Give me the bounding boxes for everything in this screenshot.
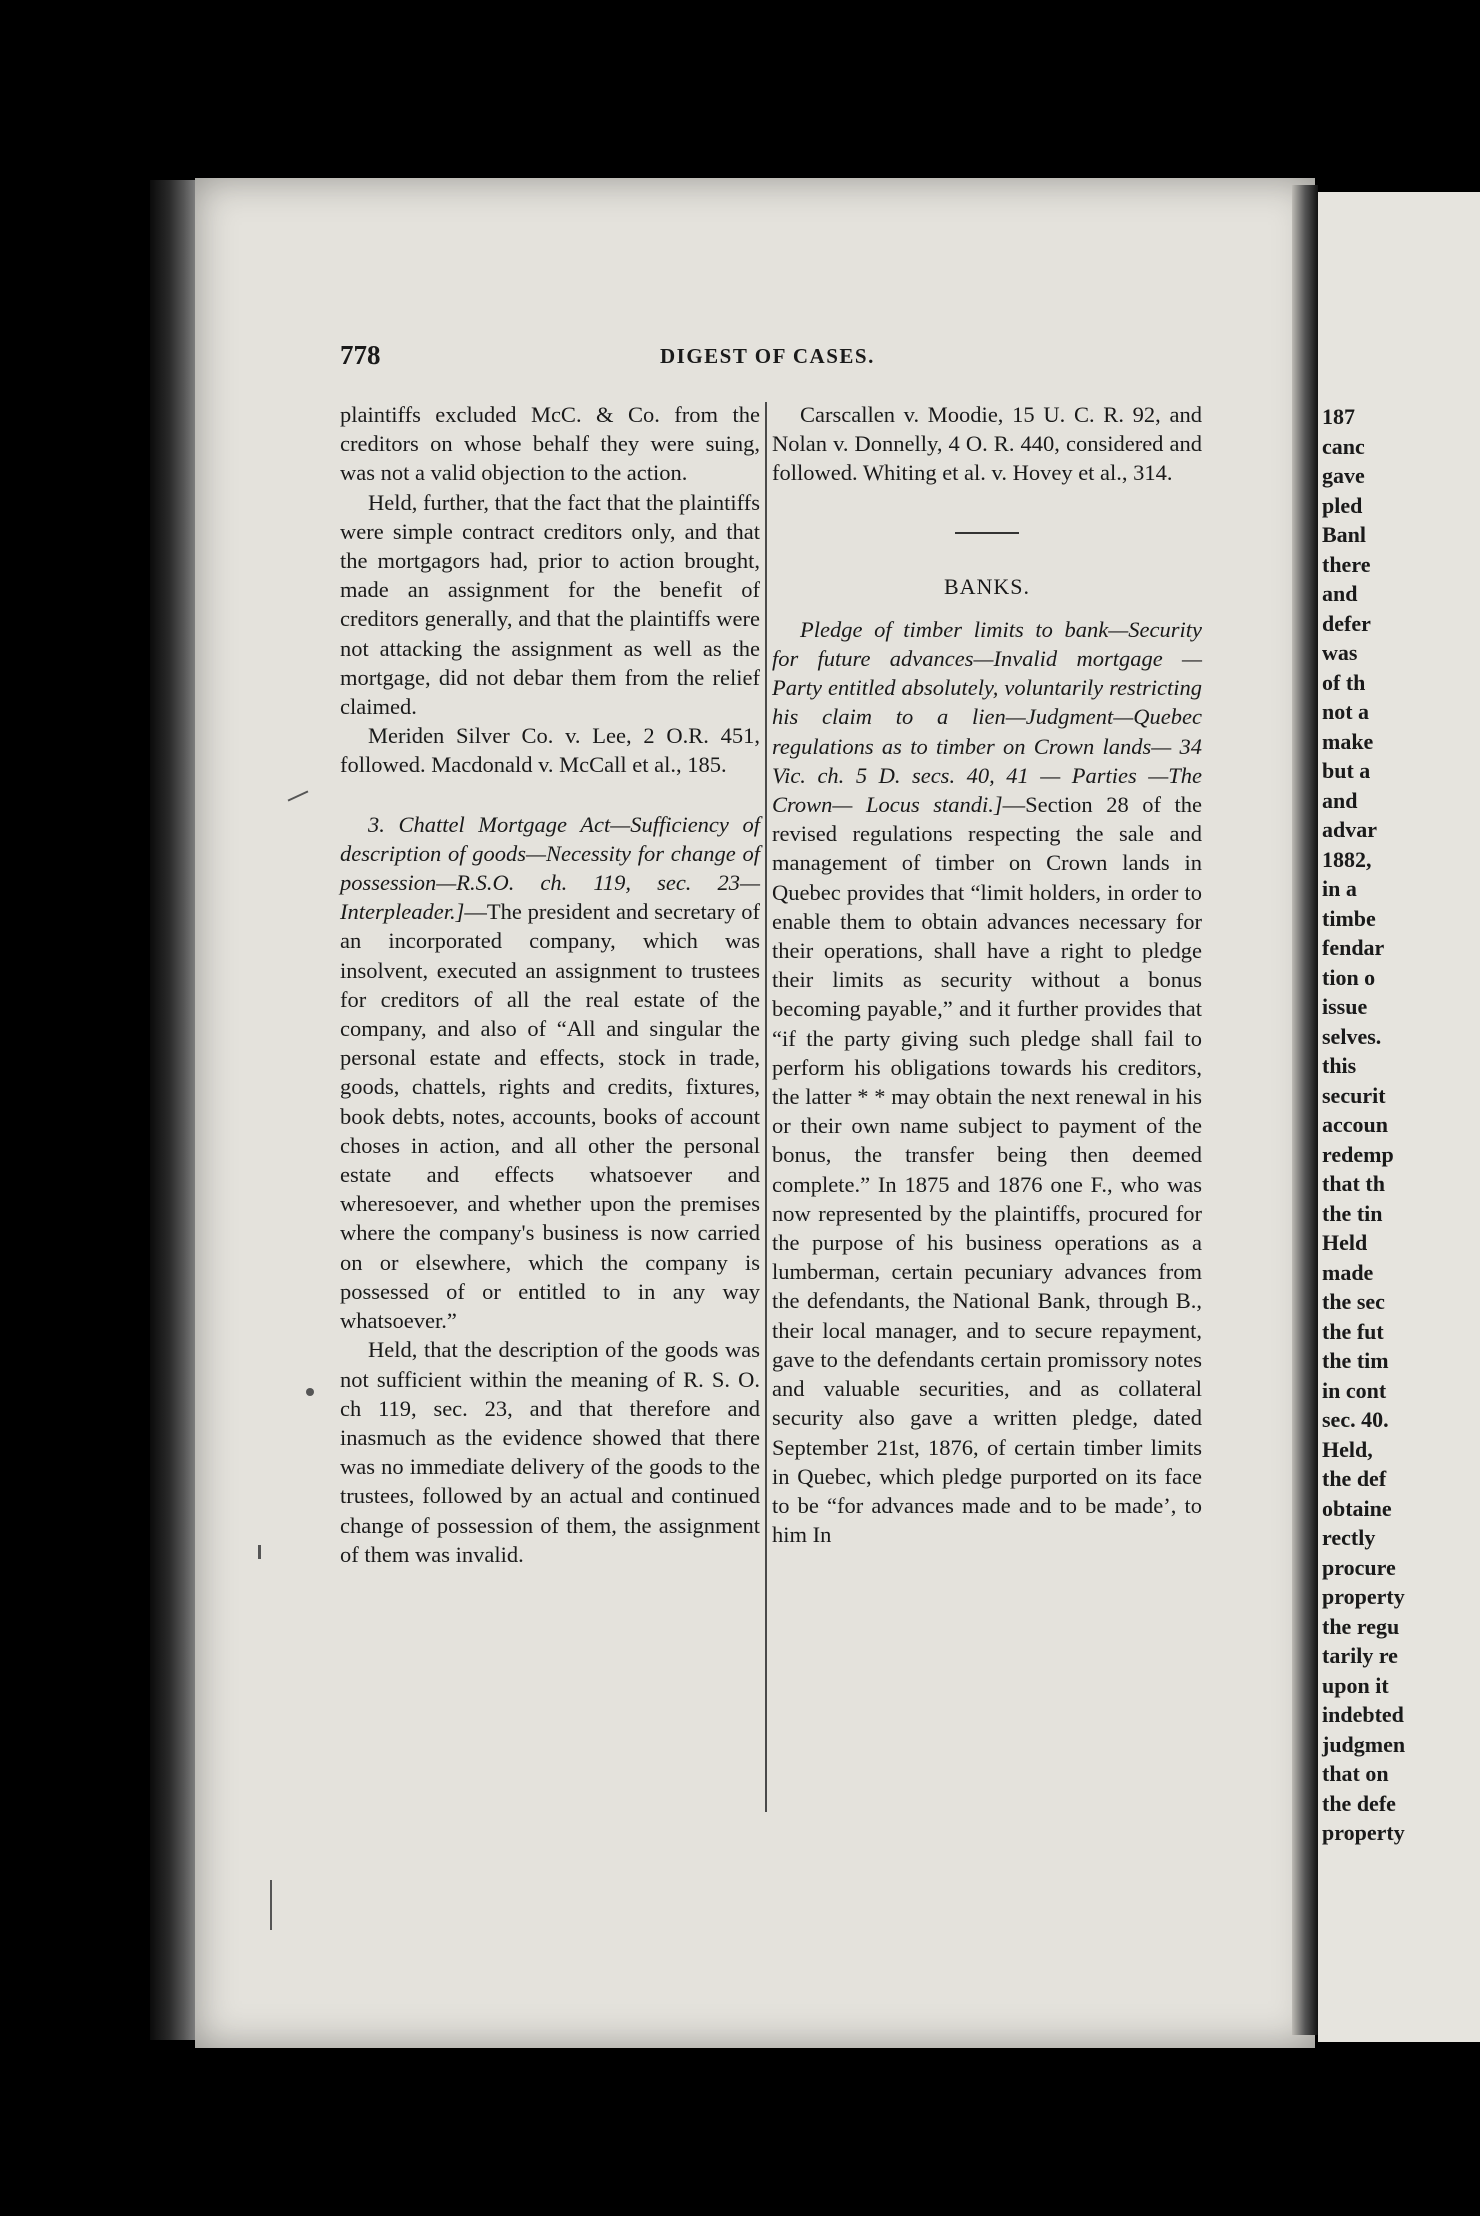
- adjacent-page-line: that on: [1322, 1761, 1389, 1786]
- adjacent-page-line: rectly: [1322, 1525, 1376, 1550]
- adjacent-page-line: Banl: [1322, 522, 1367, 547]
- running-head: DIGEST OF CASES.: [660, 344, 875, 368]
- adjacent-page-line: gave: [1322, 463, 1365, 488]
- margin-mark: [270, 1880, 272, 1930]
- adjacent-page-line: procure: [1322, 1554, 1396, 1580]
- adjacent-page-line: canc: [1322, 433, 1365, 459]
- adjacent-page-line: of th: [1322, 669, 1366, 695]
- adjacent-page-line: the defe: [1322, 1790, 1396, 1816]
- adjacent-page-line: indebted: [1322, 1702, 1404, 1727]
- adjacent-page-line: the tin: [1322, 1200, 1383, 1226]
- adjacent-page-line: the fut: [1322, 1318, 1384, 1344]
- adjacent-page-line: in cont: [1322, 1377, 1387, 1403]
- adjacent-page-line: redemp: [1322, 1141, 1394, 1167]
- column-divider: [765, 402, 767, 1812]
- book-spine: [150, 180, 198, 2040]
- adjacent-page-line: selves.: [1322, 1023, 1382, 1049]
- adjacent-page-line: timbe: [1322, 905, 1376, 931]
- adjacent-page-line: Held,: [1322, 1436, 1373, 1462]
- adjacent-page-line: in a: [1322, 876, 1357, 901]
- adjacent-page-line: not a: [1322, 699, 1370, 724]
- adjacent-page-line: 187: [1322, 404, 1355, 429]
- page-number: 778: [340, 340, 381, 370]
- margin-mark: [258, 1545, 261, 1559]
- adjacent-page-line: make: [1322, 728, 1374, 754]
- adjacent-page-line: this: [1322, 1053, 1357, 1078]
- section-rule: [955, 532, 1019, 534]
- adjacent-page-line: that th: [1322, 1171, 1385, 1196]
- continuation-paragraph: plaintiffs excluded McC. & Co. from the creditors on whose behalf they were suing, was not a valid objection to the action.: [340, 402, 760, 486]
- adjacent-page-line: tarily re: [1322, 1643, 1398, 1668]
- banks-paragraph: [772, 615, 1202, 1550]
- adjacent-page-line: advar: [1322, 817, 1377, 842]
- adjacent-page-line: fendar: [1322, 935, 1385, 960]
- adjacent-page-line: was: [1322, 640, 1358, 665]
- citation-paragraph: Meriden Silver Co. v. Lee, 2 O.R. 451, followed. Macdonald v. McCall et al., 185.: [340, 723, 760, 778]
- held-further-paragraph: Held, further, that the fact that the plaintiffs were simple contract creditors only, and that the mortgagors had, prior to action brought, made an assignment for the benefit of creditors generally, and that the plaintiffs were not attacking the assignment as well as the mortgage, did not debar them from the relief claimed.: [340, 489, 760, 720]
- adjacent-page-line: pled: [1322, 492, 1363, 518]
- adjacent-page-line: property: [1322, 1820, 1405, 1845]
- right-column: [772, 400, 1202, 1549]
- adjacent-page: [1318, 192, 1480, 2042]
- adjacent-page-line: Held: [1322, 1230, 1368, 1255]
- adjacent-page-line: 1882,: [1322, 846, 1372, 872]
- banks-headnote: Pledge of timber limits to bank—Security for future advances—Invalid mortgage — Party entitled absolutely, voluntarily restricting his claim to a lien—Judgment—Quebec regulations as to timber on Crown lands— 34 Vic. ch. 5 D. secs. 40, 41 — Parties —The Crown— Locus standi.]: [772, 616, 1202, 818]
- case-3-held-paragraph: Held, that the description of the goods was not sufficient within the meaning of R. S. O. ch 119, sec. 23, and that therefore and inasmuch as the evidence showed that there was no immediate delivery of the goods to the trustees, followed by an actual and continued change of possession of them, the assignment of them was invalid.: [340, 1337, 760, 1567]
- adjacent-page-line: judgmen: [1322, 1731, 1406, 1757]
- adjacent-page-line: the regu: [1322, 1613, 1400, 1639]
- adjacent-page-line: defer: [1322, 610, 1371, 636]
- margin-mark: [306, 1388, 314, 1396]
- adjacent-page-line: obtaine: [1322, 1495, 1392, 1521]
- adjacent-page-line: securit: [1322, 1082, 1386, 1108]
- adjacent-page-line: there: [1322, 551, 1371, 577]
- left-column: [340, 400, 760, 1569]
- adjacent-page-line: accoun: [1322, 1112, 1388, 1137]
- adjacent-page-line: sec. 40.: [1322, 1407, 1389, 1432]
- adjacent-page-line: made: [1322, 1259, 1374, 1285]
- section-heading: BANKS.: [943, 573, 1031, 599]
- case-3-paragraph: [340, 810, 760, 1336]
- adjacent-page-text: [1322, 402, 1480, 1848]
- adjacent-page-line: tion o: [1322, 964, 1376, 990]
- page-header: [340, 340, 1220, 376]
- adjacent-page-line: the sec: [1322, 1289, 1385, 1314]
- citation-paragraph: Carscallen v. Moodie, 15 U. C. R. 92, and Nolan v. Donnelly, 4 O. R. 440, considered and followed. Whiting et al. v. Hovey et al., 314.: [772, 402, 1202, 486]
- case-3-headnote: 3. Chattel Mortgage Act—Sufficiency of description of goods—Necessity for change of possession—R.S.O. ch. 119, sec. 23—Interpleader.]: [340, 811, 760, 925]
- adjacent-page-line: and: [1322, 581, 1358, 606]
- adjacent-page-line: property: [1322, 1584, 1405, 1609]
- adjacent-page-line: issue: [1322, 994, 1368, 1019]
- case-3-text: —The president and secretary of an incorporated company, which was insolvent, executed an assignment to trustees for creditors of all the real estate of the company, and also of “All and singular the personal estate and effects, stock in trade, goods, chattels, rights and credits, fixtures, book debts, notes, accounts, books of account choses in action, and all other the personal estate and effects whatsoever and wheresoever, and whether upon the premises where the company's business is now carried on or elsewhere, which the company is possessed of or entitled to in any way whatsoever.”: [340, 899, 760, 1334]
- banks-text: —Section 28 of the revised regulations respecting the sale and management of timber on Crown lands in Quebec provides that “limit holders, in order to enable them to obtain advances necessary for their operations, shall have a right to pledge their limits as security without a bonus becoming payable,” and it further provides that “if the party giving such pledge shall fail to perform his obligations towards his creditors, the latter * * may obtain the next renewal in his or their own name subject to payment of the bonus, the transfer being then deemed complete.” In 1875 and 1876 one F., who was now represented by the plaintiffs, procured for the purpose of his business operations as a lumberman, certain pecuniary advances from the defendants, the National Bank, through B., their local manager, and to secure repayment, gave to the defendants certain promissory notes and valuable securities, and as collateral security also gave a written pledge, dated September 21st, 1876, of certain timber limits in Quebec, which pledge purported on its face to be “for advances made and to be made’, to him In: [772, 792, 1202, 1548]
- adjacent-page-line: but a: [1322, 758, 1371, 783]
- adjacent-page-line: and: [1322, 787, 1358, 813]
- adjacent-page-line: the tim: [1322, 1348, 1389, 1373]
- page-gutter: [1292, 185, 1318, 2035]
- adjacent-page-line: the def: [1322, 1466, 1387, 1491]
- adjacent-page-line: upon it: [1322, 1672, 1389, 1698]
